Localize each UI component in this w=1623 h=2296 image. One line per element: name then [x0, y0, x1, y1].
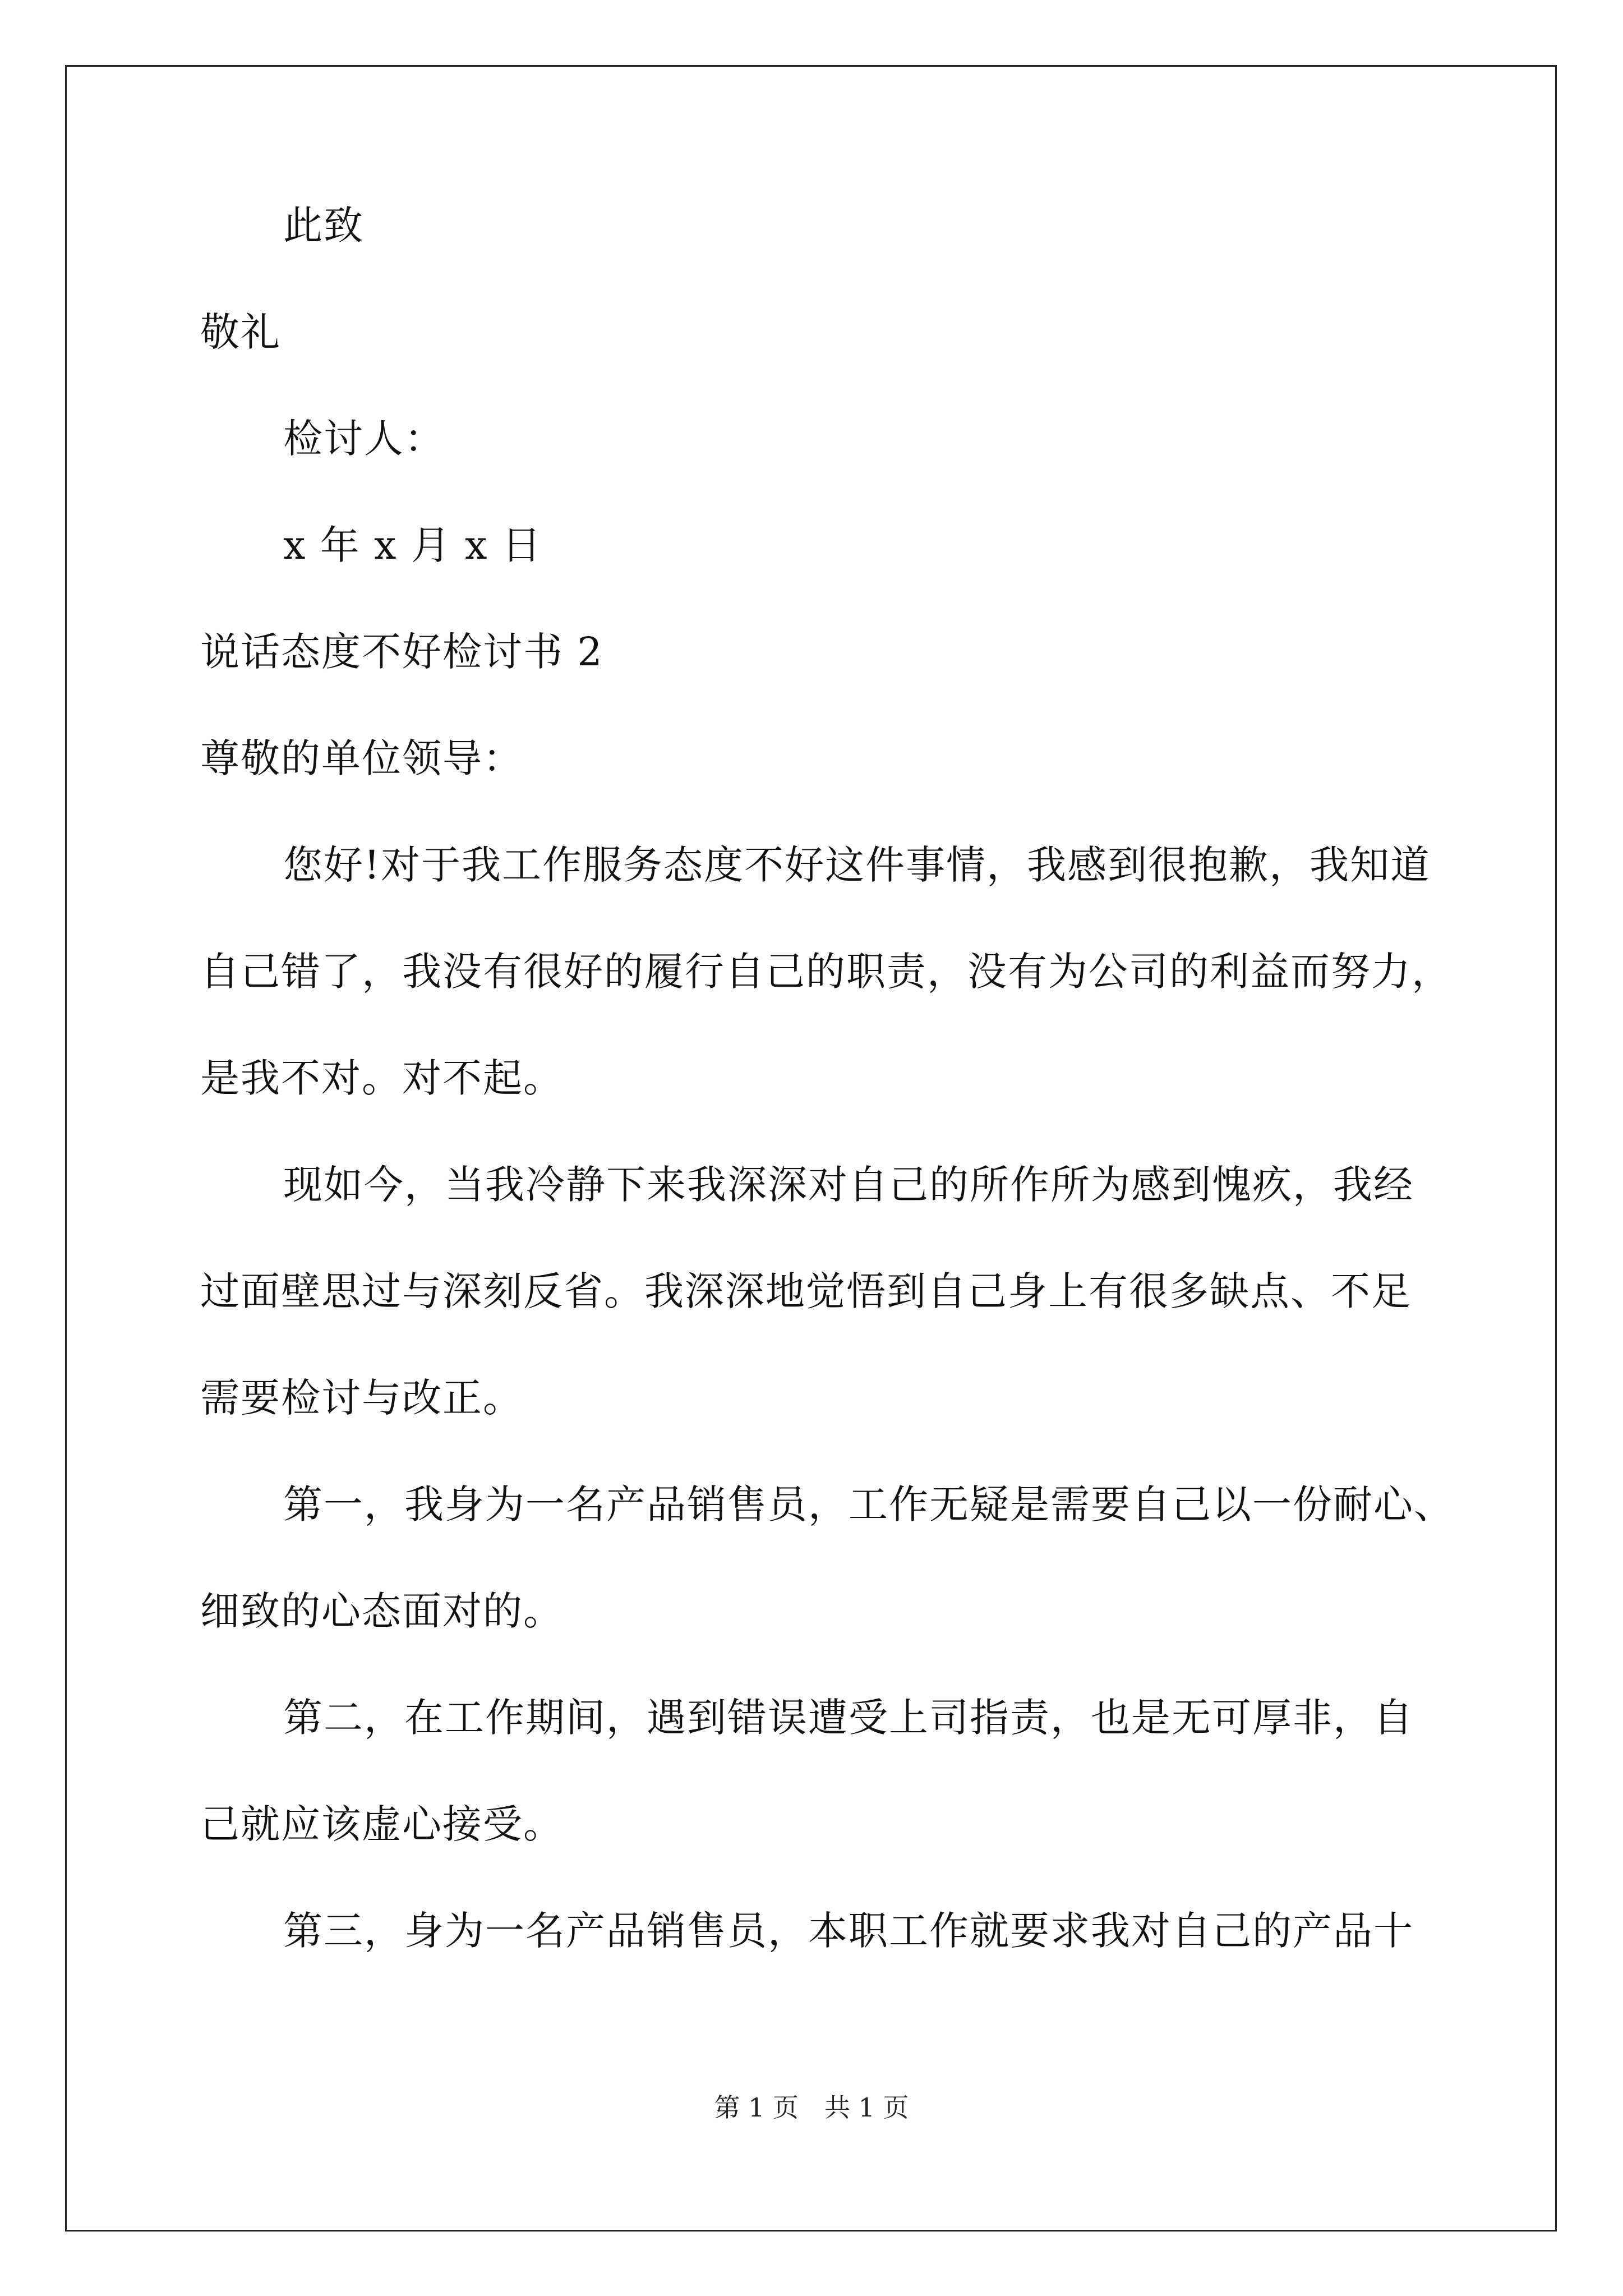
- section-title: 说话态度不好检讨书 2: [200, 629, 603, 675]
- paragraph-line: 第一，我身为一名产品销售员，工作无疑是需要自己以一份耐心、: [283, 1481, 1454, 1527]
- paragraph-line: 己就应该虚心接受。: [200, 1801, 564, 1847]
- signer-label: 检讨人：: [283, 416, 445, 462]
- paragraph-line: 过面壁思过与深刻反省。我深深地觉悟到自己身上有很多缺点、不足: [200, 1268, 1412, 1314]
- document-body: [200, 199, 1470, 1958]
- date-line: x 年 x 月 x 日: [283, 522, 542, 568]
- closing-salutation: 此致: [283, 203, 364, 249]
- paragraph-line: 细致的心态面对的。: [200, 1588, 564, 1634]
- paragraph-line: 现如今，当我冷静下来我深深对自己的所作所为感到愧疚，我经: [283, 1162, 1414, 1208]
- paragraph-line: 您好!对于我工作服务态度不好这件事情，我感到很抱歉，我知道: [283, 842, 1431, 888]
- paragraph-line: 第三，身为一名产品销售员，本职工作就要求我对自己的产品十: [283, 1908, 1414, 1954]
- paragraph-line: 是我不对。对不起。: [200, 1055, 564, 1101]
- page-footer: 第 1 页 共 1 页: [714, 2092, 909, 2123]
- closing-regards: 敬礼: [200, 309, 281, 355]
- greeting: 尊敬的单位领导：: [200, 735, 523, 781]
- paragraph-line: 需要检讨与改正。: [200, 1375, 523, 1421]
- paragraph-line: 第二，在工作期间，遇到错误遭受上司指责，也是无可厚非，自: [283, 1695, 1414, 1741]
- paragraph-line: 自己错了，我没有很好的履行自己的职责，没有为公司的利益而努力，: [200, 949, 1452, 995]
